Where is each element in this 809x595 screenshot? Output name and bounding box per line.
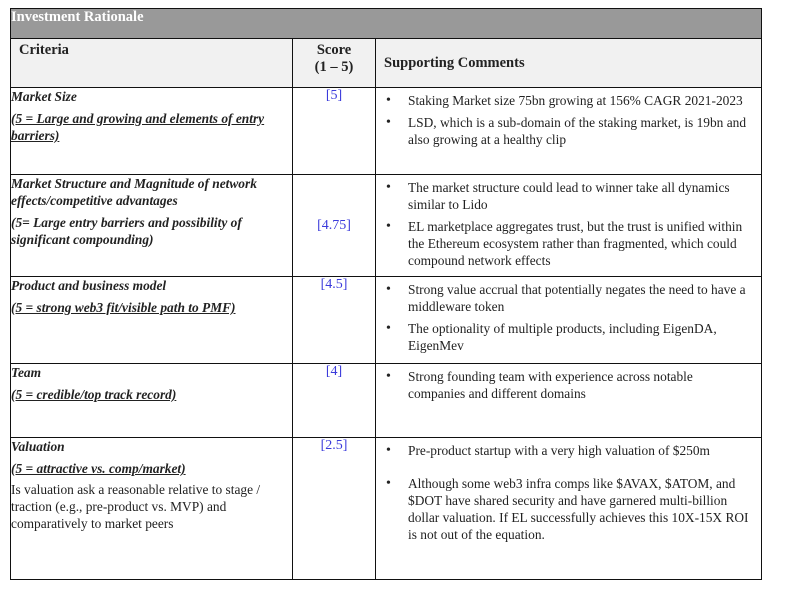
bullet-icon: • <box>386 180 391 195</box>
comment-item <box>386 92 751 109</box>
table-row <box>11 438 762 580</box>
comments-cell <box>376 277 762 364</box>
score-cell: [4.75] <box>293 175 376 277</box>
bullet-icon: • <box>386 369 391 384</box>
criterion-description: Is valuation ask a reasonable relative to stage / traction (e.g., pre-product vs. MVP) and comparatively to market peers <box>11 482 261 531</box>
comment-text: Strong value accrual that potentially negates the need to have a middleware token <box>408 282 746 314</box>
score-header-line1: Score <box>316 42 352 58</box>
criteria-cell <box>11 88 293 175</box>
criteria-cell <box>11 175 293 277</box>
table-row <box>11 364 762 438</box>
table-row <box>11 88 762 175</box>
comment-text: Strong founding team with experience across notable companies and different domains <box>408 369 693 401</box>
score-cell: [2.5] <box>293 438 376 580</box>
criterion-name: Product and business model <box>11 278 167 293</box>
score-cell: [4.5] <box>293 277 376 364</box>
criterion-scale: (5 = Large and growing and elements of entry barriers) <box>11 111 265 143</box>
bullet-icon: • <box>386 321 391 336</box>
table-title-row <box>11 9 762 39</box>
comment-text: EL marketplace aggregates trust, but the trust is unified within the Ethereum ecosystem rather than fragmented, which could compound network effects <box>408 219 743 268</box>
bullet-icon: • <box>386 93 391 108</box>
criterion-scale: (5 = strong web3 fit/visible path to PMF) <box>11 300 236 315</box>
table-row <box>11 277 762 364</box>
column-header-row <box>11 39 762 88</box>
comment-item <box>386 114 751 148</box>
bullet-icon: • <box>386 115 391 130</box>
comment-item <box>386 442 751 459</box>
comments-cell <box>376 88 762 175</box>
comments-cell <box>376 175 762 277</box>
comment-item <box>386 475 751 543</box>
comment-text: Pre-product startup with a very high valuation of $250m <box>408 443 710 458</box>
criteria-cell <box>11 277 293 364</box>
comments-cell <box>376 438 762 580</box>
comment-item <box>386 179 751 213</box>
comment-text: The market structure could lead to winner take all dynamics similar to Lido <box>408 180 730 212</box>
criterion-name: Market Structure and Magnitude of network effects/competitive advantages <box>11 176 257 208</box>
investment-rationale-table <box>10 8 762 580</box>
criterion-scale: (5 = attractive vs. comp/market) <box>11 461 186 476</box>
score-header <box>293 39 376 88</box>
comment-item <box>386 368 751 402</box>
bullet-icon: • <box>386 443 391 458</box>
score-cell: [4] <box>293 364 376 438</box>
criterion-scale: (5 = credible/top track record) <box>11 387 177 402</box>
table-title: Investment Rationale <box>11 9 762 39</box>
bullet-icon: • <box>386 476 391 491</box>
bullet-icon: • <box>386 219 391 234</box>
table-row <box>11 175 762 277</box>
comment-item <box>386 281 751 315</box>
criterion-scale: (5= Large entry barriers and possibility of significant compounding) <box>11 215 242 247</box>
criteria-cell <box>11 364 293 438</box>
bullet-icon: • <box>386 282 391 297</box>
comment-text: LSD, which is a sub-domain of the staking market, is 19bn and also growing at a healthy clip <box>408 115 747 147</box>
criteria-header: Criteria <box>11 39 293 88</box>
criterion-name: Valuation <box>11 439 65 454</box>
criterion-name: Market Size <box>11 89 77 104</box>
comments-cell <box>376 364 762 438</box>
comment-text: The optionality of multiple products, including EigenDA, EigenMev <box>408 321 717 353</box>
score-header-line2: (1 – 5) <box>314 59 354 75</box>
comments-header: Supporting Comments <box>376 39 762 88</box>
comment-text: Staking Market size 75bn growing at 156% CAGR 2021-2023 <box>408 93 743 108</box>
criterion-name: Team <box>11 365 42 380</box>
score-cell: [5] <box>293 88 376 175</box>
comment-item <box>386 320 751 354</box>
comment-text: Although some web3 infra comps like $AVAX, $ATOM, and $DOT have shared security and have garnered multi-billion dollar valuation. If EL successfully achieves this 10X-15X ROI is not out of the equation. <box>408 476 749 542</box>
criteria-cell <box>11 438 293 580</box>
comment-item <box>386 218 751 269</box>
